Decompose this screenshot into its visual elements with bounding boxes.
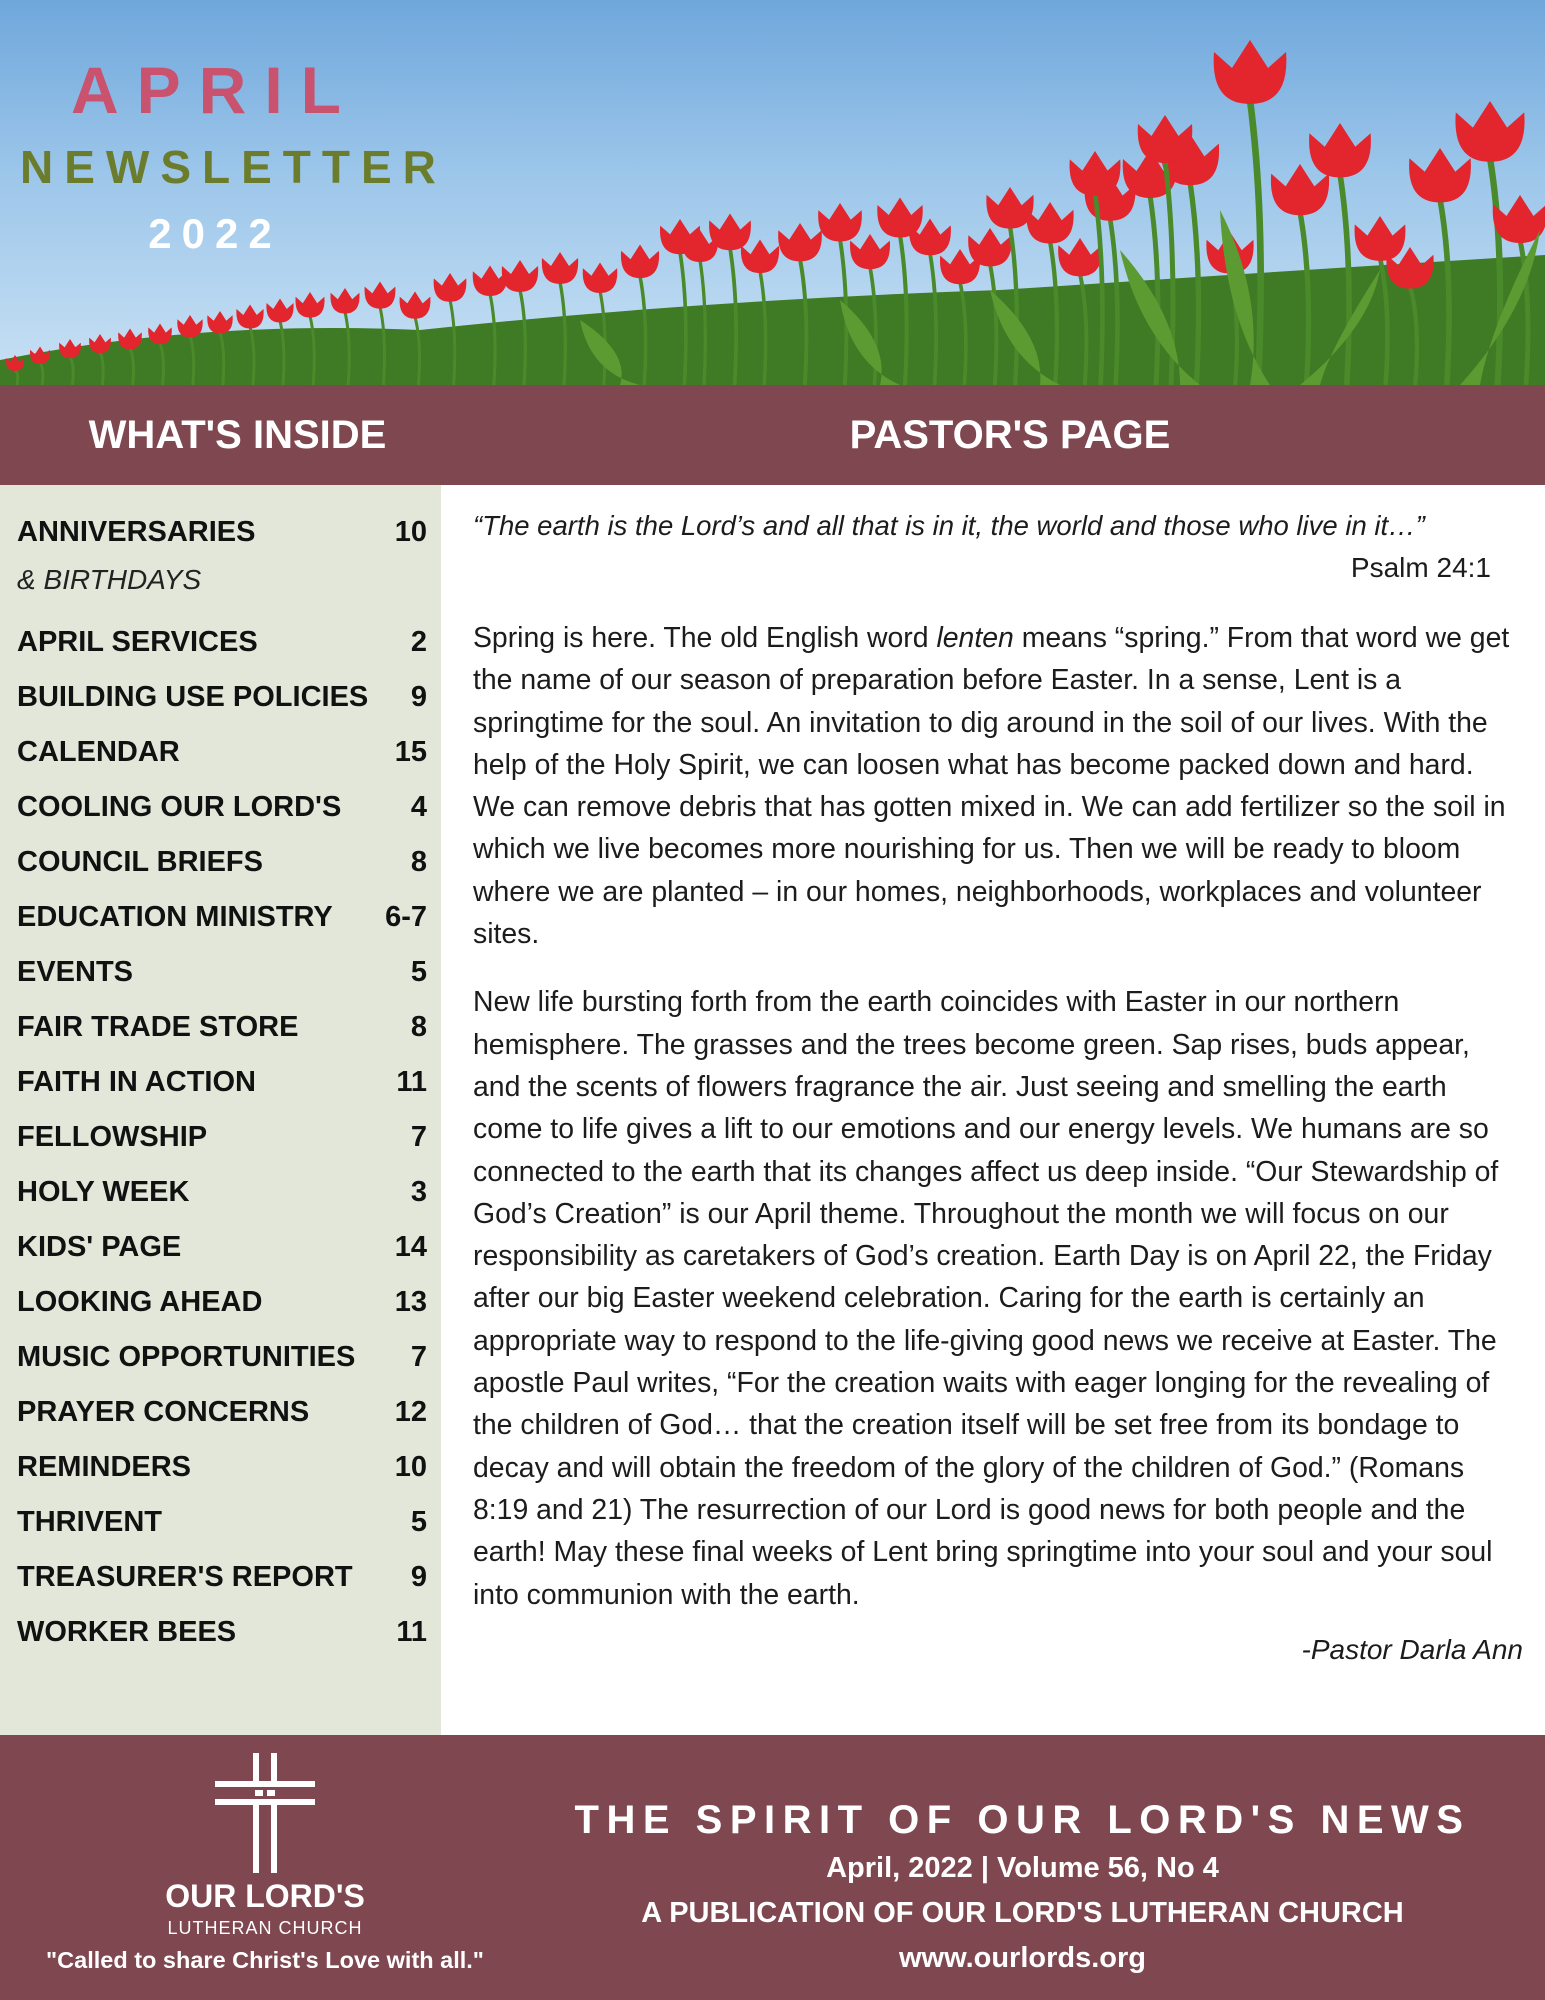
toc-item-label: MUSIC OPPORTUNITIES: [17, 1341, 356, 1373]
tulip-flower: [621, 245, 659, 279]
tulip-flower: [1409, 148, 1471, 202]
toc-item-label: KIDS' PAGE: [17, 1231, 182, 1263]
toc-item-label: FAITH IN ACTION: [17, 1066, 256, 1098]
church-motto: "Called to share Christ's Love with all.": [46, 1947, 484, 1973]
tulip-flower: [986, 187, 1033, 229]
tulip-flower: [400, 292, 431, 319]
scripture-reference: Psalm 24:1: [1350, 552, 1491, 583]
toc-item-label: PRAYER CONCERNS: [17, 1396, 310, 1428]
hero-banner: [0, 0, 1545, 385]
tulip-flower: [1309, 123, 1371, 177]
tulip-flower: [1214, 40, 1287, 104]
tulip-flower: [59, 339, 81, 358]
toc-item-subtitle: & BIRTHDAYS: [17, 564, 202, 595]
toc-item-label: COOLING OUR LORD'S: [17, 791, 342, 823]
toc-item-label: EDUCATION MINISTRY: [17, 901, 333, 933]
toc-item-page: 8: [410, 1011, 427, 1043]
tulip-flower: [295, 292, 324, 318]
article-paragraph-1: [473, 617, 1523, 955]
toc-item[interactable]: [17, 615, 427, 670]
tulip-flower: [1138, 115, 1193, 163]
toc-item-page: 5: [410, 956, 427, 988]
tulip-flower: [1070, 151, 1121, 196]
newsletter-kind-title: NEWSLETTER: [20, 141, 447, 193]
toc-item-label: FELLOWSHIP: [17, 1121, 208, 1153]
toc-item[interactable]: [17, 670, 427, 725]
tulip-flower: [1455, 101, 1524, 162]
toc-item[interactable]: [17, 780, 427, 835]
tulip-flower: [207, 311, 232, 333]
publication-info: [520, 1735, 1525, 2000]
newsletter-month-title: APRIL: [71, 53, 359, 127]
tulip-flower: [434, 273, 467, 302]
toc-item[interactable]: [17, 1055, 427, 1110]
toc-item-label: LOOKING AHEAD: [17, 1286, 263, 1318]
toc-item-page: 2: [410, 626, 427, 658]
church-subtitle: LUTHERAN CHURCH: [167, 1918, 363, 1938]
toc-item[interactable]: [17, 1440, 427, 1495]
church-logo: [0, 1735, 530, 2000]
toc-item-page: 9: [410, 681, 427, 713]
toc-item[interactable]: [17, 1000, 427, 1055]
tulip-flower: [583, 263, 618, 293]
toc-item[interactable]: [17, 1165, 427, 1220]
section-header-bar: [0, 385, 1545, 485]
toc-item-page: 9: [410, 1561, 427, 1593]
toc-item[interactable]: [17, 835, 427, 890]
publisher-line: A PUBLICATION OF OUR LORD'S LUTHERAN CHURCH: [641, 1897, 1404, 1929]
tulip-flower: [148, 324, 172, 345]
toc-item-page: 4: [410, 791, 427, 823]
tulip-flower: [741, 240, 779, 274]
toc-item-page: 15: [394, 736, 427, 768]
publication-title: THE SPIRIT OF OUR LORD'S NEWS: [574, 1798, 1471, 1842]
toc-item-label: CALENDAR: [17, 736, 180, 768]
toc-item[interactable]: [17, 890, 427, 945]
toc-item-page: 12: [394, 1396, 427, 1428]
toc-item[interactable]: [17, 1550, 427, 1605]
toc-item[interactable]: [17, 1330, 427, 1385]
toc-item[interactable]: [17, 1385, 427, 1440]
toc-item-page: 6-7: [385, 901, 427, 933]
table-of-contents-panel: [0, 485, 441, 1735]
tulip-flower: [709, 214, 751, 251]
toc-item-label: TREASURER'S REPORT: [17, 1561, 353, 1593]
toc-item[interactable]: [17, 725, 427, 780]
toc-item[interactable]: [17, 1275, 427, 1330]
toc-item-page: 7: [410, 1341, 427, 1373]
tulip-flower: [778, 223, 822, 261]
tulip-flower: [850, 234, 890, 269]
toc-item-label: HOLY WEEK: [17, 1176, 190, 1208]
website-link[interactable]: www.ourlords.org: [898, 1942, 1147, 1974]
toc-item-label: EVENTS: [17, 956, 134, 988]
toc-item-label: COUNCIL BRIEFS: [17, 846, 263, 878]
toc-item-label: FAIR TRADE STORE: [17, 1011, 299, 1043]
tulip-flower: [177, 315, 202, 337]
tulip-flower: [502, 260, 538, 292]
cross-icon: [215, 1753, 315, 1873]
newsletter-year-title: 2022: [148, 210, 282, 257]
toc-item-page: 11: [396, 1066, 427, 1098]
tulip-flower: [1355, 216, 1406, 261]
scripture-quote: “The earth is the Lord’s and all that is in it, the world and those who live in it…”: [473, 510, 1425, 541]
toc-item[interactable]: [17, 945, 427, 1000]
toc-item-page: 10: [394, 1451, 427, 1483]
toc-item-page: 7: [410, 1121, 427, 1153]
toc-item[interactable]: [17, 1220, 427, 1275]
toc-item-page: 5: [410, 1506, 427, 1538]
table-of-contents: [17, 505, 427, 1660]
tulip-flower: [266, 299, 293, 323]
tulip-flower: [89, 334, 111, 353]
toc-item-label: BUILDING USE POLICIES: [17, 681, 369, 713]
toc-item-page: 11: [396, 1616, 427, 1648]
toc-item-label: THRIVENT: [17, 1506, 162, 1538]
toc-item[interactable]: [17, 1495, 427, 1550]
toc-item[interactable]: [17, 1110, 427, 1165]
toc-item-label: ANNIVERSARIES: [17, 516, 256, 548]
article-paragraph-2: New life bursting forth from the earth coincides with Easter in our northern hemisphere. The grasses and the trees become green. Sap rises, buds appear, and the scents of flowers fragrance the air. Just seeing and smelling the earth come to life gives a lift to our emotions and our energy levels. We humans are so connected to the earth that its changes affect us deep inside. “Our Stewardship of God’s Creation” is our April theme. Throughout the month we will focus on our responsibility as caretakers of God’s creation. Earth Day is on April 22, the Friday after our big Easter weekend celebration. Caring for the earth is certainly an appropriate way to respond to the life-giving good news we receive at Easter. The apostle Paul writes, “For the creation waits with eager longing for the revealing of the children of God… that the creation itself will be set free from its bondage to decay and will obtain the freedom of the glory of the children of God.” (Romans 8:19 and 21) The resurrection of our Lord is good news for both people and the earth! May these final weeks of Lent bring springtime into your soul and your soul into communion with the earth.: [473, 986, 1499, 1611]
tulip-flower: [236, 305, 263, 329]
tulip-flower: [30, 347, 50, 365]
tulip-flower: [968, 228, 1012, 266]
paragraph-1-rest: means “spring.” From that word we get the name of our season of preparation before Easter. In a sense, Lent is a springtime for the soul. An invitation to dig around in the soil of our lives. With the help of the Holy Spirit, we can loosen what has become packed down and hard. We can remove debris that has gotten mixed in. We can add fertilizer so the soil in which we live becomes more nourishing for us. Then we will be ready to bloom where we are planted – in our homes, neighborhoods, workplaces and volunteer sites.: [473, 622, 1510, 951]
tulip-flower: [365, 282, 396, 309]
tulip-flower: [818, 203, 862, 241]
paragraph-1-start: Spring is here. The old English word: [473, 622, 937, 654]
pastors-page-heading: PASTOR'S PAGE: [849, 413, 1171, 457]
toc-item-label: WORKER BEES: [17, 1616, 237, 1648]
toc-item-page: 13: [394, 1286, 427, 1318]
toc-item-page: 3: [410, 1176, 427, 1208]
toc-item-page: 14: [394, 1231, 427, 1263]
toc-item-label: APRIL SERVICES: [17, 626, 258, 658]
toc-item-page: 8: [410, 846, 427, 878]
tulip-flower: [1026, 202, 1073, 244]
tulip-flower: [118, 329, 142, 350]
tulip-flower: [1271, 164, 1329, 215]
toc-item[interactable]: [17, 1605, 427, 1660]
toc-item-label: REMINDERS: [17, 1451, 192, 1483]
pastors-page-article: [473, 505, 1523, 1666]
tulip-flower: [1058, 238, 1102, 276]
toc-item-page: 10: [394, 516, 427, 548]
tulip-flower: [542, 252, 578, 284]
whats-inside-heading: WHAT'S INSIDE: [88, 413, 387, 457]
lenten-word: lenten: [936, 622, 1014, 654]
pastor-signature: -Pastor Darla Ann: [1301, 1633, 1523, 1665]
church-name: OUR LORD'S: [165, 1878, 365, 1914]
issue-info: April, 2022 | Volume 56, No 4: [826, 1852, 1219, 1884]
newsletter-footer: [0, 1735, 1545, 2000]
tulip-flower: [330, 288, 359, 314]
